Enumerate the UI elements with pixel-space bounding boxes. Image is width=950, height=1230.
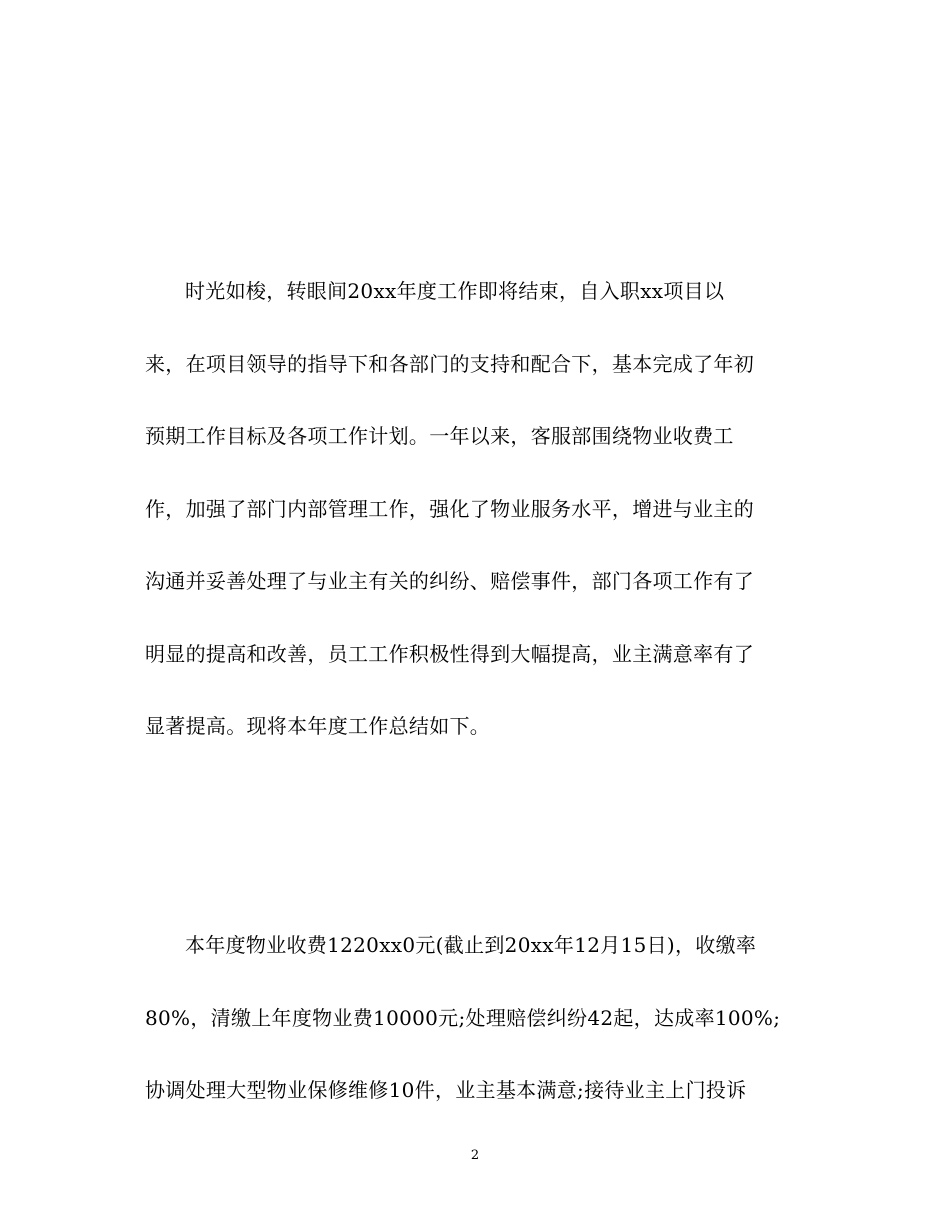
paragraph-line: 作，加强了部门内部管理工作，强化了物业服务水平，增进与业主的 <box>145 496 754 521</box>
paragraph-summary <box>145 930 805 1148</box>
paragraph-line: 沟通并妥善处理了与业主有关的纠纷、赔偿事件，部门各项工作有了 <box>145 569 754 593</box>
paragraph-line: 明显的提高和改善，员工工作积极性得到大幅提高，业主满意率有了 <box>145 641 754 666</box>
paragraph-line: 时光如梭，转眼间20xx年度工作即将结束，自入职xx项目以 <box>185 279 725 303</box>
paragraph-line: 80%，清缴上年度物业费10000元;处理赔偿纠纷42起，达成率100%; <box>145 1005 781 1030</box>
paragraph-line: 预期工作目标及各项工作计划。一年以来，客服部围绕物业收费工 <box>145 424 734 448</box>
paragraph-line: 本年度物业收费1220xx0元(截止到20xx年12月15日)，收缴率 <box>185 933 757 957</box>
paragraph-line: 来，在项目领导的指导下和各部门的支持和配合下，基本完成了年初 <box>145 351 754 376</box>
page-number: 2 <box>470 1148 480 1163</box>
paragraph-line: 显著提高。现将本年度工作总结如下。 <box>145 714 491 738</box>
paragraph-intro <box>145 276 805 784</box>
paragraph-line: 协调处理大型物业保修维修10件，业主基本满意;接待业主上门投诉 <box>145 1078 747 1102</box>
